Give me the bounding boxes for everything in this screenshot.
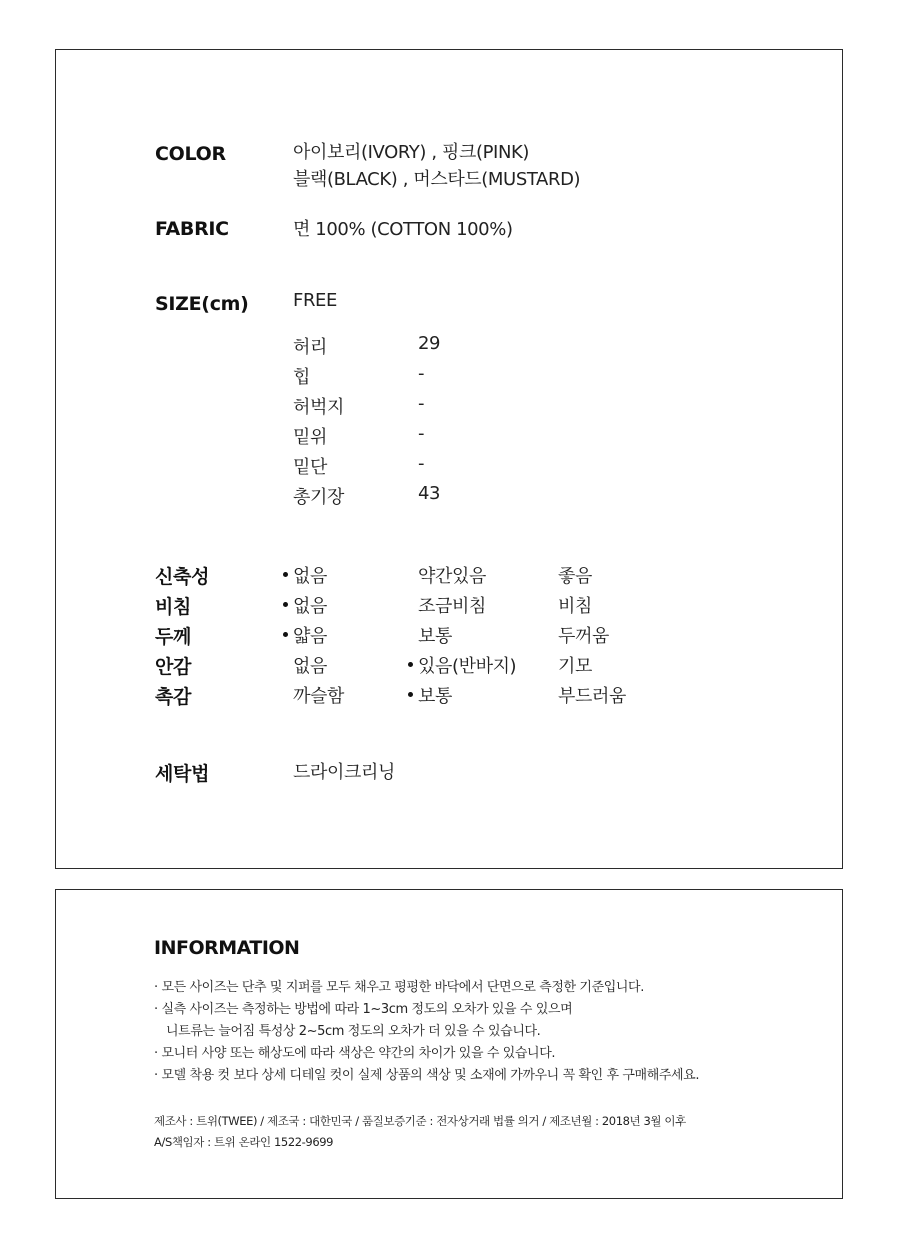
information-note: 니트류는 늘어짐 특성상 2~5cm 정도의 오차가 더 있을 수 있습니다. [166,1024,541,1039]
size-label: SIZE(cm) [155,293,249,315]
fabric-value: 면 100% (COTTON 100%) [293,219,513,240]
manufacturer-line: 제조사 : 트위(TWEE) / 제조국 : 대한민국 / 품질보증기준 : 전자상거래 법률 의거 / 제조년월 : 2018년 3월 이후 [154,1114,686,1128]
selected-bullet-icon [283,602,288,607]
color-label: COLOR [155,143,226,165]
selected-bullet-icon [283,572,288,577]
attribute-label: 촉감 [155,686,192,708]
product-spec-box [55,49,843,869]
attribute-option: 기모 [558,656,592,677]
measurement-name: 힙 [293,367,310,388]
color-value-line: 블랙(BLACK) , 머스타드(MUSTARD) [293,169,581,190]
measurement-value: 43 [418,483,441,504]
measurement-value: - [418,363,425,384]
measurement-name: 허벅지 [293,397,344,418]
attribute-label: 두께 [155,626,192,648]
measurement-value: - [418,393,425,414]
attribute-option: 있음(반바지) [418,656,517,677]
information-box [55,889,843,1199]
measurement-name: 총기장 [293,487,344,508]
fabric-label: FABRIC [155,218,229,240]
attribute-option: 비침 [558,596,592,617]
as-contact-line: A/S책임자 : 트위 온라인 1522-9699 [154,1135,334,1149]
attribute-label: 신축성 [155,566,210,588]
attribute-option: 까슬함 [293,686,344,707]
attribute-option: 없음 [293,566,327,587]
attribute-option: 보통 [418,626,452,647]
attribute-label: 안감 [155,656,192,678]
measurement-value: - [418,423,425,444]
attribute-option: 부드러움 [558,686,626,707]
measurement-name: 밑단 [293,457,327,478]
selected-bullet-icon [408,662,413,667]
measurement-name: 밑위 [293,427,327,448]
measurement-value: 29 [418,333,441,354]
measurement-name: 허리 [293,337,327,358]
information-note: · 모델 착용 컷 보다 상세 디테일 컷이 실제 상품의 색상 및 소재에 가까우니 꼭 확인 후 구매해주세요. [154,1068,700,1083]
attribute-option: 없음 [293,596,327,617]
color-value-line: 아이보리(IVORY) , 핑크(PINK) [293,142,530,163]
selected-bullet-icon [283,632,288,637]
attribute-option: 두꺼움 [558,626,609,647]
attribute-label: 비침 [155,596,192,618]
attribute-option: 얇음 [293,626,327,647]
attribute-option: 좋음 [558,566,592,587]
information-note: · 모니터 사양 또는 해상도에 따라 색상은 약간의 차이가 있을 수 있습니다. [154,1046,556,1061]
attribute-option: 없음 [293,656,327,677]
washing-label: 세탁법 [155,763,210,785]
manufacturer-info [154,1111,686,1153]
information-note: · 모든 사이즈는 단추 및 지퍼를 모두 채우고 평평한 바닥에서 단면으로 측정한 기준입니다. [154,980,644,995]
attribute-option: 약간있음 [418,566,486,587]
information-note: · 실측 사이즈는 측정하는 방법에 따라 1~3cm 정도의 오차가 있을 수 있으며 [154,1002,573,1017]
measurement-value: - [418,453,425,474]
information-title: INFORMATION [154,937,300,959]
color-values [293,139,580,193]
attribute-option: 조금비침 [418,596,486,617]
information-notes [154,977,699,1087]
selected-bullet-icon [408,692,413,697]
attribute-option: 보통 [418,686,452,707]
washing-value: 드라이크리닝 [293,762,395,783]
size-value: FREE [293,290,338,311]
